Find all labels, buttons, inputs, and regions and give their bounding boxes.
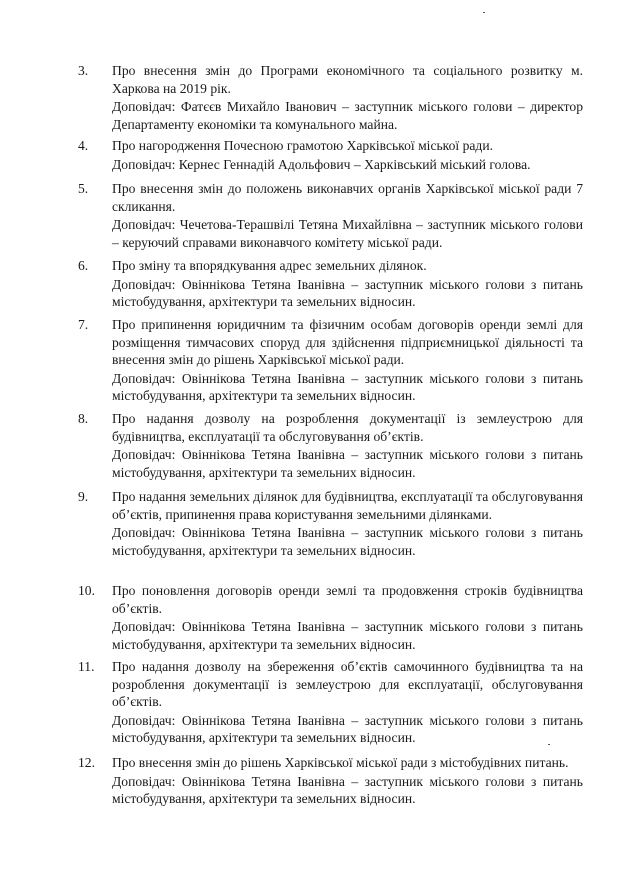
- item-topic: Про зміну та впорядкування адрес земельних ділянок.: [112, 258, 427, 273]
- scan-speck: [548, 744, 550, 745]
- item-topic: Про внесення змін до Програми економічного та соціального розвитку м. Харкова на 2019 рік.: [112, 63, 583, 96]
- item-topic: Про припинення юридичним та фізичним особам договорів оренди землі для розміщення тимчасових споруд для здійснення підприємницької діяльності та внесення змін до рішень Харківської міської ради.: [112, 317, 583, 367]
- agenda-item-9: [78, 488, 583, 559]
- item-number: 3.: [78, 63, 89, 78]
- item-speaker: Доповідач: Чечетова-Терашвілі Тетяна Михайлівна – заступник міського голови – керуючий справами виконавчого комітету міської ради.: [112, 217, 583, 250]
- item-topic: Про нагородження Почесною грамотою Харківської міської ради.: [112, 138, 493, 153]
- item-number: 9.: [78, 489, 89, 504]
- item-number: 4.: [78, 138, 89, 153]
- agenda-item-4: [78, 137, 583, 173]
- agenda-item-5: [78, 180, 583, 251]
- item-topic: Про надання дозволу на розроблення документації із землеустрою для будівництва, експлуатації та обслуговування об’єктів.: [112, 411, 583, 444]
- item-speaker: Доповідач: Овіннікова Тетяна Іванівна – заступник міського голови з питань містобудування, архітектури та земельних відносин.: [112, 525, 583, 558]
- item-number: 12.: [78, 755, 95, 770]
- item-topic: Про поновлення договорів оренди землі та продовження строків будівництва об’єктів.: [112, 583, 583, 616]
- item-number: 10.: [78, 583, 95, 598]
- item-number: 7.: [78, 317, 89, 332]
- agenda-item-3: [78, 62, 583, 133]
- item-speaker: Доповідач: Овіннікова Тетяна Іванівна – заступник міського голови з питань містобудування, архітектури та земельних відносин.: [112, 619, 583, 652]
- item-speaker: Доповідач: Овіннікова Тетяна Іванівна – заступник міського голови з питань містобудування, архітектури та земельних відносин.: [112, 447, 583, 480]
- agenda-item-12: [78, 754, 583, 808]
- agenda-item-8: [78, 410, 583, 481]
- item-speaker: Доповідач: Овіннікова Тетяна Іванівна – заступник міського голови з питань містобудування, архітектури та земельних відносин.: [112, 712, 583, 745]
- item-speaker: Доповідач: Кернес Геннадій Адольфович – Харківський міський голова.: [112, 156, 531, 172]
- item-topic: Про внесення змін до положень виконавчих органів Харківської міської ради 7 скликання.: [112, 181, 583, 214]
- item-topic: Про внесення змін до рішень Харківської міської ради з містобудівних питань.: [112, 755, 569, 770]
- item-speaker: Доповідач: Фатєєв Михайло Іванович – заступник міського голови – директор Департаменту економіки та комунального майна.: [112, 99, 583, 132]
- item-topic: Про надання земельних ділянок для будівництва, експлуатації та обслуговування об’єктів, припинення права користування земельними ділянками.: [112, 489, 583, 522]
- item-speaker: Доповідач: Овіннікова Тетяна Іванівна – заступник міського голови з питань містобудування, архітектури та земельних відносин.: [112, 370, 583, 403]
- item-number: 11.: [78, 659, 95, 674]
- item-speaker: Доповідач: Овіннікова Тетяна Іванівна – заступник міського голови з питань містобудування, архітектури та земельних відносин.: [112, 773, 583, 806]
- agenda-item-11: [78, 658, 583, 747]
- agenda-item-10: [78, 582, 583, 653]
- item-number: 5.: [78, 181, 89, 196]
- item-speaker: Доповідач: Овіннікова Тетяна Іванівна – заступник міського голови з питань містобудування, архітектури та земельних відносин.: [112, 276, 583, 309]
- item-number: 6.: [78, 258, 89, 273]
- scan-speck: [483, 12, 485, 13]
- agenda-item-6: [78, 257, 583, 311]
- item-number: 8.: [78, 411, 89, 426]
- agenda-item-7: [78, 316, 583, 405]
- item-topic: Про надання дозволу на збереження об’єктів самочинного будівництва та на розроблення документації із землеустрою для експлуатації, обслуговування об’єктів.: [112, 659, 583, 709]
